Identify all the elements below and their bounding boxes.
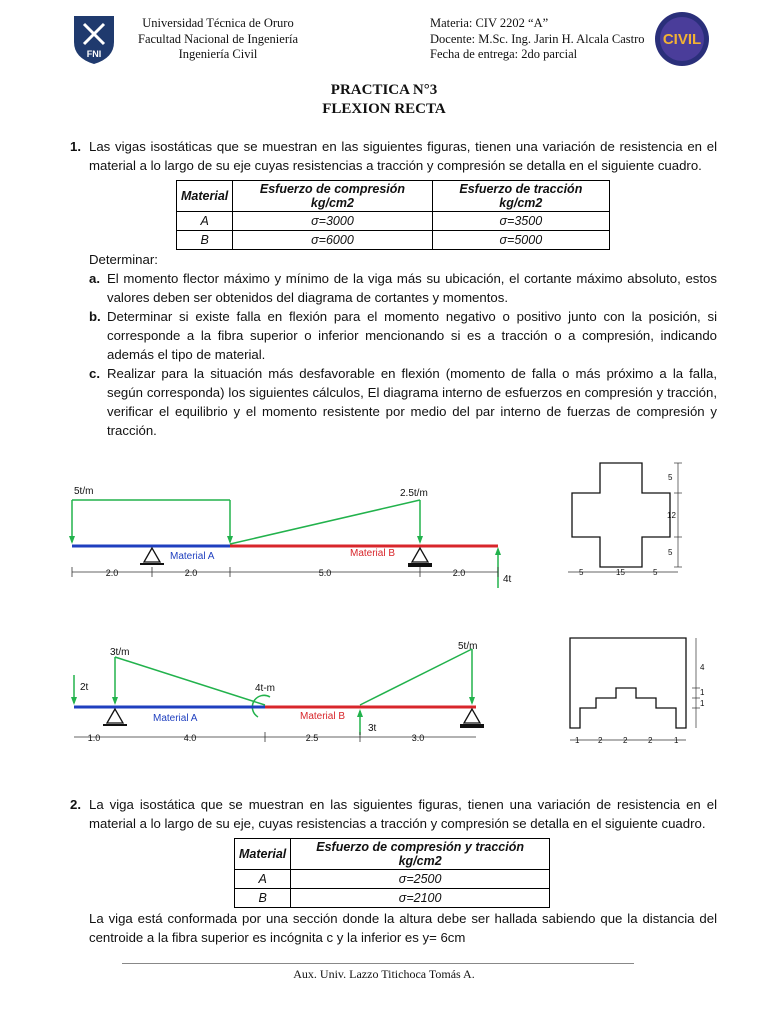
- point-load-label: 3t: [368, 723, 377, 734]
- q2-text-2: La viga está conformada por una sección donde la altura debe ser hallada sabiendo que la distancia del centroide a la fibra superior es incógnita c y la inferior es y= 6cm: [89, 911, 717, 945]
- dimension-label: 4.0: [183, 733, 197, 743]
- university-name: Universidad Técnica de Oruro: [142, 16, 294, 30]
- determine-label: Determinar:: [89, 252, 158, 267]
- dimension-label: 5: [668, 548, 673, 557]
- dimension-label: 1: [700, 688, 705, 697]
- table-row: [235, 889, 550, 908]
- table-header: Esfuerzo de compresión kg/cm2: [233, 181, 432, 212]
- fni-logo: [70, 12, 118, 66]
- item-a-label: a.: [89, 271, 100, 286]
- load-label: 5t/m: [458, 641, 478, 652]
- material-b-label: Material B: [350, 548, 396, 559]
- table-row: [177, 231, 610, 250]
- moment-label: 4t-m: [255, 683, 275, 694]
- footer-author: Aux. Univ. Lazzo Titichoca Tomás A.: [293, 967, 475, 981]
- load-label: 2.5t/m: [400, 488, 428, 499]
- dimension-label: 1: [700, 699, 705, 708]
- item-c-text: Realizar para la situación más desfavorable en flexión (momento de falla o más próximo a la falla, según corresponda) los siguientes cálculos, El diagrama interno de esfuerzos en compresión y tracción, verificar el equilibrio y el momento resistente por medio del par interno de fuerzas de compresión y tracción.: [107, 366, 717, 438]
- dimension-label: 2.0: [184, 568, 198, 578]
- table-header: Material: [235, 839, 291, 870]
- table-cell: σ=3000: [233, 212, 432, 231]
- dimension-label: 2.0: [452, 568, 466, 578]
- table-cell: B: [177, 231, 233, 250]
- beam-2-diagram: [60, 635, 520, 755]
- practice-topic: FLEXION RECTA: [322, 101, 446, 117]
- career-name: Ingeniería Civil: [178, 47, 258, 61]
- dimension-label: 2.0: [105, 568, 119, 578]
- dimension-label: 5: [579, 568, 584, 577]
- q1-text: Las vigas isostáticas que se muestran en las siguientes figuras, tienen una variación de resistencia en el material a lo largo de su eje cuyas resistencias a tracción y compresión se detalla en el siguiente cuadro.: [89, 139, 717, 173]
- faculty-name: Facultad Nacional de Ingeniería: [138, 31, 298, 46]
- table-cell: A: [235, 870, 291, 889]
- table-cell: σ=5000: [432, 231, 609, 250]
- dimension-label: 15: [616, 568, 625, 577]
- dimension-label: 3.0: [411, 733, 425, 743]
- table-header-row: [235, 839, 550, 870]
- dimension-label: 5: [668, 473, 673, 482]
- q2-text: La viga isostática que se muestran en las siguientes figuras, tienen una variación de resistencia en el material a lo largo de su eje, cuyas resistencias a tracción y compresión se detalla en el siguiente cuadro.: [89, 797, 717, 831]
- load-label: 3t/m: [110, 647, 130, 658]
- institution-block: [128, 16, 308, 63]
- table-cell: σ=2500: [291, 870, 550, 889]
- practice-number: PRACTICA N°3: [330, 82, 438, 98]
- footer-divider: [122, 963, 634, 964]
- dimension-label: 4: [700, 663, 705, 672]
- dimension-label: 2: [648, 736, 653, 745]
- beam-1-diagram: [60, 470, 520, 600]
- subject-line: Materia: CIV 2202 “A”: [430, 16, 549, 30]
- q1-number: 1.: [70, 139, 81, 154]
- item-b-label: b.: [89, 309, 101, 324]
- table-row: [235, 870, 550, 889]
- dimension-label: 1: [674, 736, 679, 745]
- dimension-label: 2.5: [305, 733, 319, 743]
- cross-section-1: [560, 455, 710, 580]
- dimension-label: 5.0: [318, 568, 332, 578]
- civil-logo-text: CIVIL: [662, 31, 702, 48]
- material-a-label: Material A: [153, 713, 198, 724]
- dimension-label: 1: [575, 736, 580, 745]
- civil-logo: [652, 10, 712, 68]
- item-a-text: El momento flector máximo y mínimo de la viga más su ubicación, el cortante máximo absoluto, estos valores deben ser obtenidos del diagrama de cortantes y momentos.: [107, 271, 717, 305]
- item-c-label: c.: [89, 366, 100, 381]
- material-a-label: Material A: [170, 551, 215, 562]
- table-row: [177, 212, 610, 231]
- fni-logo-text: FNI: [86, 49, 102, 59]
- cross-section-2: [560, 630, 710, 750]
- table-header: Esfuerzo de tracción kg/cm2: [432, 181, 609, 212]
- dimension-label: 5: [653, 568, 658, 577]
- point-load-label: 2t: [80, 682, 89, 693]
- dimension-label: 2: [623, 736, 628, 745]
- point-load-label: 4t: [503, 574, 512, 585]
- item-b-text: Determinar si existe falla en flexión para el momento negativo o positivo junto con la posición, si corresponde a la fibra superior o inferior mencionando si es a tracción o a compresión, indicando además el tipo de material.: [107, 309, 717, 362]
- course-block: [430, 16, 660, 63]
- dimension-label: 2: [598, 736, 603, 745]
- table-header-row: [177, 181, 610, 212]
- table-header: Esfuerzo de compresión y tracción kg/cm2: [291, 839, 550, 870]
- table-cell: σ=3500: [432, 212, 609, 231]
- q1-material-table: [176, 180, 610, 250]
- dimension-label: 1.0: [87, 733, 101, 743]
- table-cell: σ=6000: [233, 231, 432, 250]
- dimension-label: 12: [667, 511, 676, 520]
- due-date-line: Fecha de entrega: 2do parcial: [430, 47, 578, 61]
- q2-material-table: [234, 838, 550, 908]
- table-header: Material: [177, 181, 233, 212]
- table-cell: σ=2100: [291, 889, 550, 908]
- table-cell: A: [177, 212, 233, 231]
- material-b-label: Material B: [300, 711, 346, 722]
- load-label: 5t/m: [74, 486, 94, 497]
- teacher-line: Docente: M.Sc. Ing. Jarin H. Alcala Castro: [430, 31, 645, 46]
- q2-number: 2.: [70, 797, 81, 812]
- table-cell: B: [235, 889, 291, 908]
